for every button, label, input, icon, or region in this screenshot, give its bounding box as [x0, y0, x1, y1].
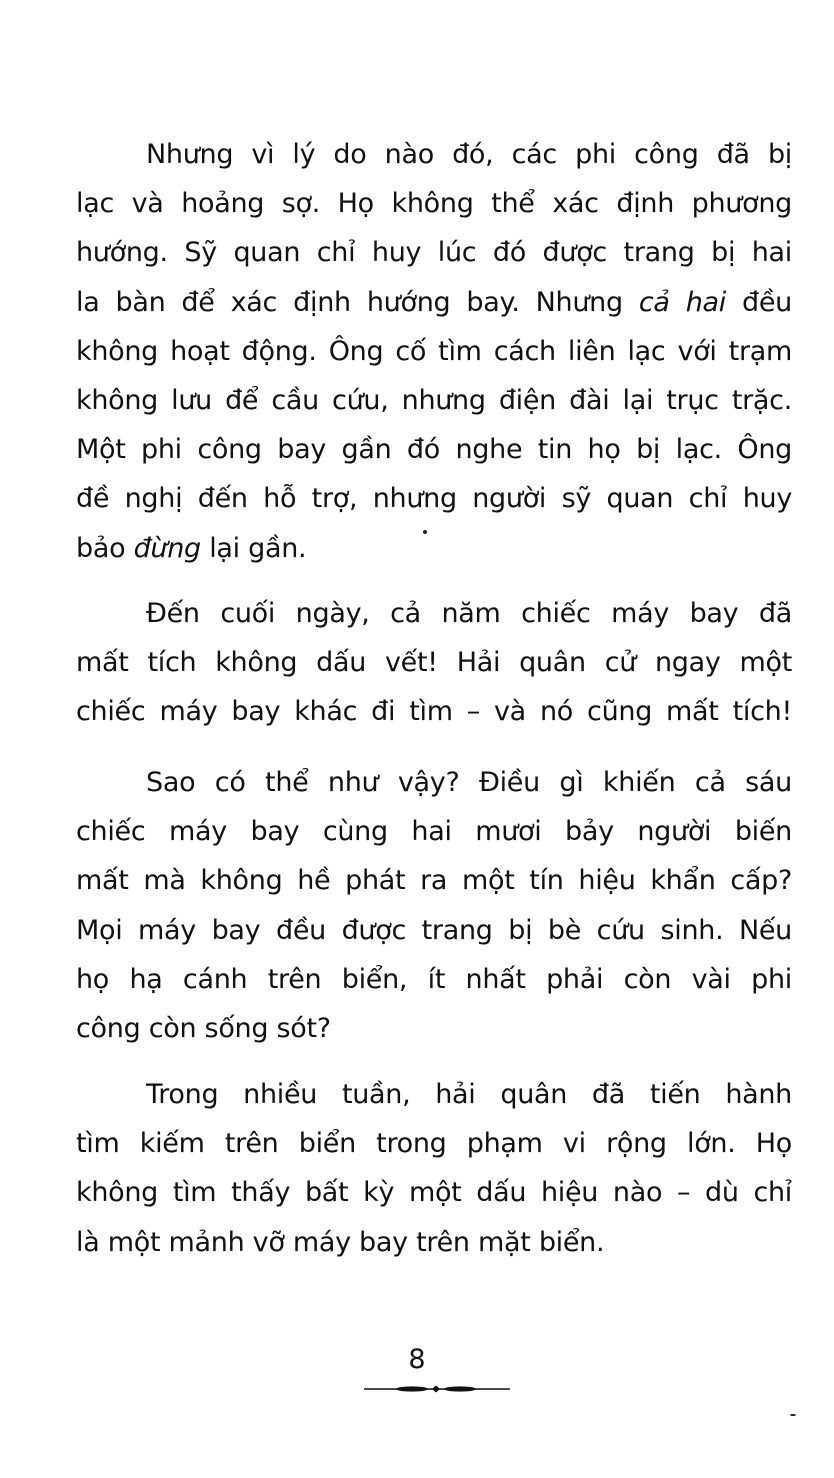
print-speck — [423, 530, 427, 534]
text-line: hướng. Sỹ quan chỉ huy lúc đó được trang bị hai — [76, 237, 792, 269]
text-segment: la bàn để xác định hướng bay. Nhưng — [76, 286, 639, 318]
text-line: Một phi công bay gần đó nghe tin họ bị lạc. Ông — [76, 434, 792, 466]
text-line: đề nghị đến hỗ trợ, nhưng người sỹ quan chỉ huy — [76, 483, 792, 515]
page-number: 8 — [408, 1344, 426, 1375]
paragraph-1 — [76, 130, 792, 573]
text-line: Sao có thể như vậy? Điều gì khiến cả sáu — [146, 767, 792, 798]
emphasis-text: đừng — [133, 532, 201, 564]
text-line: chiếc máy bay khác đi tìm – và nó cũng mất tích! — [76, 696, 792, 728]
text-line-with-emphasis — [76, 524, 792, 573]
ornament-swell-right — [444, 1386, 476, 1391]
text-segment: đều — [725, 286, 792, 318]
text-line: không tìm thấy bất kỳ một dấu hiệu nào – dù chỉ — [76, 1177, 792, 1209]
print-speck — [790, 1414, 796, 1416]
text-line: lạc và hoảng sợ. Họ không thể xác định phương — [76, 188, 792, 220]
text-line: Trong nhiều tuần, hải quân đã tiến hành — [146, 1079, 792, 1110]
ornament-diamond — [432, 1386, 440, 1393]
text-line: công còn sống sót? — [76, 1012, 331, 1044]
text-line: chiếc máy bay cùng hai mươi bảy người biến — [76, 816, 792, 848]
text-line: tìm kiếm trên biển trong phạm vi rộng lớn. Họ — [76, 1128, 792, 1160]
text-line: mất mà không hề phát ra một tín hiệu khẩn cấp? — [76, 865, 792, 897]
text-line: Nhưng vì lý do nào đó, các phi công đã bị — [146, 139, 792, 170]
text-line: Đến cuối ngày, cả năm chiếc máy bay đã — [146, 598, 792, 629]
text-line: họ hạ cánh trên biển, ít nhất phải còn vài phi — [76, 963, 792, 995]
text-segment: lại gần. — [200, 532, 307, 564]
ornament-swell-left — [396, 1386, 428, 1391]
text-line: là một mảnh vỡ máy bay trên mặt biển. — [76, 1226, 605, 1258]
paragraph-4 — [76, 1070, 792, 1267]
emphasis-text: cả hai — [638, 286, 726, 318]
text-line: Mọi máy bay đều được trang bị bè cứu sinh. Nếu — [76, 914, 792, 946]
text-segment: bảo — [76, 532, 134, 564]
text-line: mất tích không dấu vết! Hải quân cử ngay một — [76, 647, 792, 679]
text-line-with-emphasis — [76, 278, 792, 327]
paragraph-2 — [76, 589, 792, 737]
text-line: không lưu để cầu cứu, nhưng điện đài lại trục trặc. — [76, 384, 792, 416]
page-number-ornament — [362, 1385, 512, 1393]
text-line: không hoạt động. Ông cố tìm cách liên lạc với trạm — [76, 335, 792, 367]
paragraph-3 — [76, 758, 792, 1053]
